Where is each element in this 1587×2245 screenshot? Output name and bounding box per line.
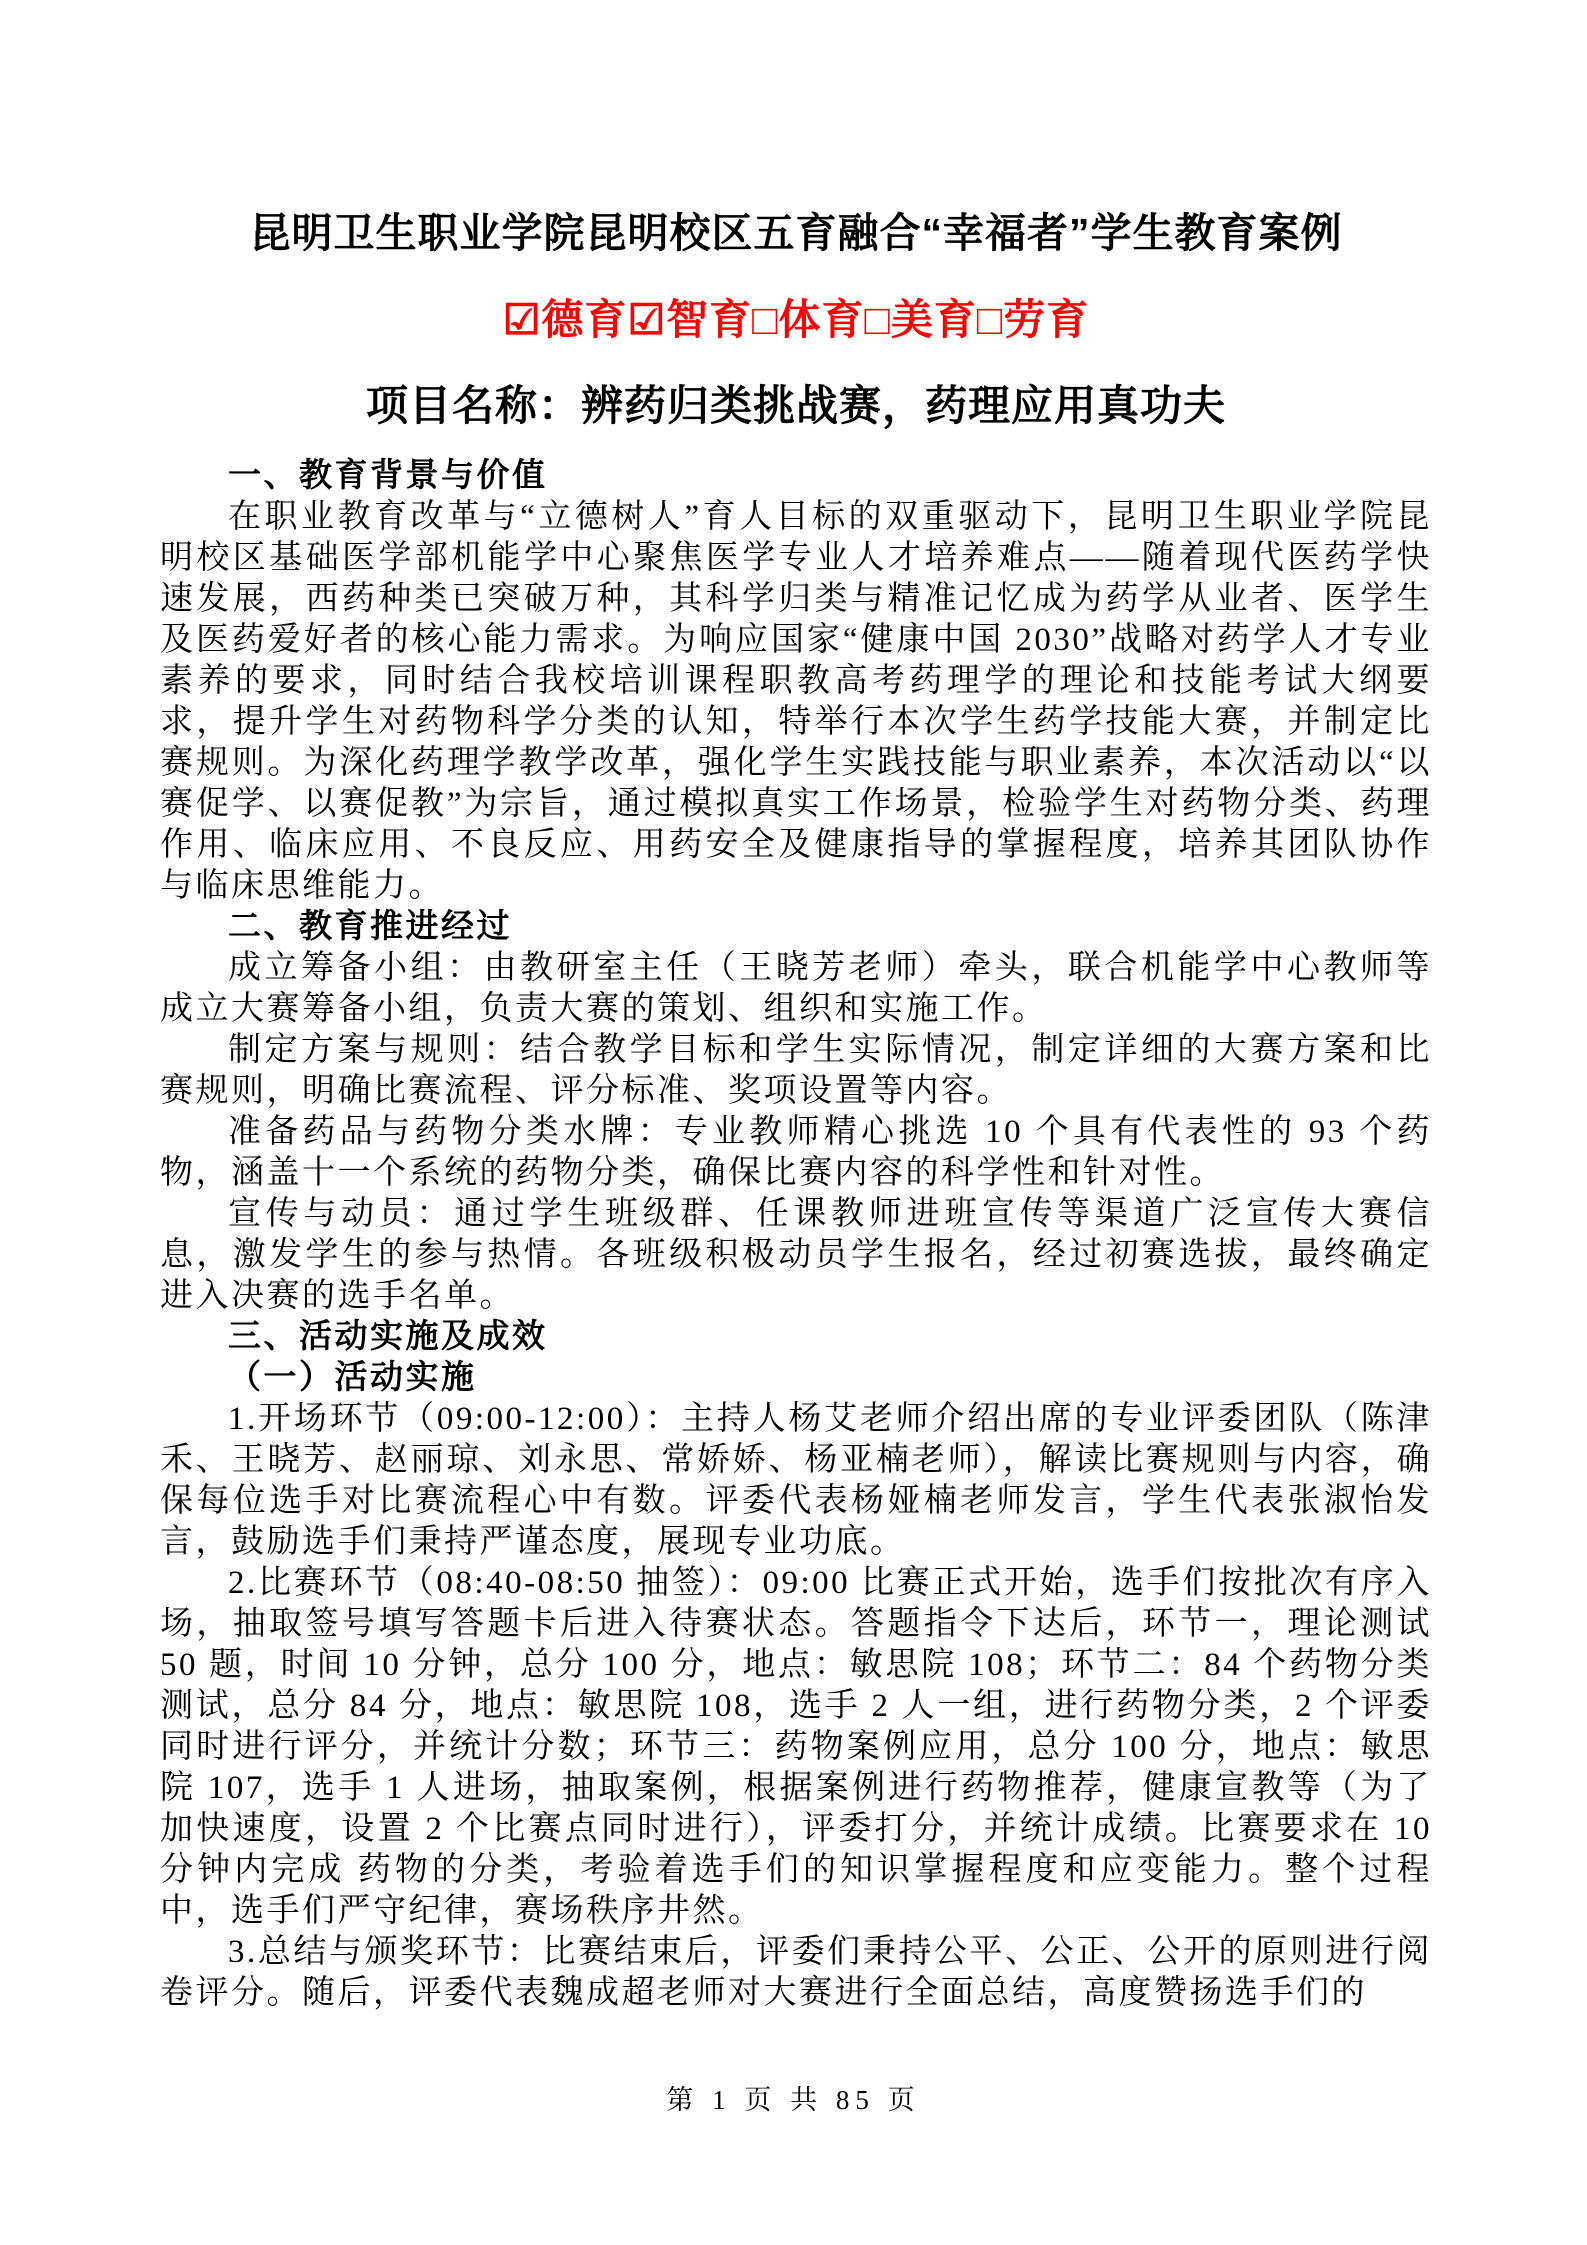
section-heading-1: 一、教育背景与价值 xyxy=(228,458,548,494)
project-title: 项目名称：辨药归类挑战赛，药理应用真功夫 xyxy=(365,382,1226,429)
paragraph-text: 在职业教育改革与“立德树人”育人目标的双重驱动下，昆明卫生职业学院昆明校区基础医学部机能学中心聚焦医学专业人才培养难点——随着现代医药学快速发展，西药种类已突破万种，其科学归类与精准记忆成为药学从业者、医学生及医药爱好者的核心能力需求。为响应国家“健康中国 2030”战略对药学人才专业素养的要求，同时结合我校培训课程职教高考药理学的理论和技能考试大纲要求，提升学生对药物科学分类的认知，特举行本次学生药学技能大赛，并制定比赛规则。为深化药理学教学改革，强化学生实践技能与职业素养，本次活动以“以赛促学、以赛促教”为宗旨，通过模拟真实工作场景，检验学生对药物分类、药理作用、临床应用、不良反应、用药安全及健康指导的掌握程度，培养其团队协作与临床思维能力。 xyxy=(160,499,1432,904)
page-number-footer: 第 1 页 共 85 页 xyxy=(666,2085,921,2115)
paragraph-lead: 2.比赛环节（08:40-08:50 抽签）： xyxy=(228,1565,763,1601)
paragraph-lead: 成立筹备小组： xyxy=(228,950,484,986)
paragraph-text: 由教研室主任（王晓芳老师）牵头，联合机能学中心教师等成立大赛筹备小组，负责大赛的策划、组织和实施工作。 xyxy=(160,950,1432,1027)
checkbox-moral-education: ☑德育 xyxy=(502,296,628,343)
paragraph-lead: 宣传与动员： xyxy=(228,1196,455,1232)
document-body xyxy=(160,456,1432,2014)
paragraph-text: 通过学生班级群、任课教师进班宣传等渠道广泛宣传大赛信息，激发学生的参与热情。各班级积极动员学生报名，经过初赛选拔，最终确定进入决赛的选手名单。 xyxy=(160,1196,1433,1314)
paragraph-prep-team xyxy=(160,948,1432,1030)
paragraph-lead: 1.开场环节（09:00-12:00）： xyxy=(228,1401,682,1437)
paragraph-lead: 3.总结与颁奖环节： xyxy=(228,1934,543,1970)
paragraph-text: 比赛结束后，评委们秉持公平、公正、公开的原则进行阅卷评分。随后，评委代表魏成超老师对大赛进行全面总结，高度赞扬选手们的 xyxy=(160,1934,1433,2011)
paragraph-promotion xyxy=(160,1194,1432,1317)
document-title: 昆明卫生职业学院昆明校区五育融合“幸福者”学生教育案例 xyxy=(249,210,1343,256)
paragraph-text: 结合教学目标和学生实际情况，制定详细的大赛方案和比赛规则，明确比赛流程、评分标准、奖项设置等内容。 xyxy=(160,1032,1432,1109)
paragraph-summary-awards xyxy=(160,1932,1432,2014)
paragraph-plan-rules xyxy=(160,1030,1432,1112)
paragraph-text: 主持人杨艾老师介绍出席的专业评委团队（陈津禾、王晓芳、赵丽琼、刘永思、常娇娇、杨亚楠老师），解读比赛规则与内容，确保每位选手对比赛流程心中有数。评委代表杨娅楠老师发言，学生代表张淑怡发言，鼓励选手们秉持严谨态度，展现专业功底。 xyxy=(160,1401,1433,1560)
paragraph-lead: 制定方案与规则： xyxy=(228,1032,521,1068)
paragraph-background xyxy=(160,497,1432,907)
paragraph-text: 专业教师精心挑选 10 个具有代表性的 93 个药物，涵盖十一个系统的药物分类，确保比赛内容的科学性和针对性。 xyxy=(160,1114,1432,1191)
section-heading-3: 三、活动实施及成效 xyxy=(228,1319,548,1355)
paragraph-opening-stage xyxy=(160,1399,1432,1563)
checkbox-labor-education: □劳育 xyxy=(976,296,1090,343)
subsection-heading-1: （一）活动实施 xyxy=(228,1360,477,1396)
checkbox-intellectual-education: ☑智育 xyxy=(627,296,753,343)
checkbox-aesthetic-education: □美育 xyxy=(864,296,977,343)
paragraph-text: 09:00 比赛正式开始，选手们按批次有序入场，抽取签号填写答题卡后进入待赛状态。答题指令下达后，环节一，理论测试 50 题，时间 10 分钟，总分 100 分，地点：敏思院 108；环节二：84 个药物分类测试，总分 84 分，地点：敏思院 108，选手 2 人一组，进行药物分类，2 个评委同时进行评分，并统计分数；环节三：药物案例应用，总分 100 分，地点：敏思院 107，选手 1 人进场，抽取案例，根据案例进行药物推荐，健康宣教等（为了加快速度，设置 2 个比赛点同时进行），评委打分，并统计成绩。比赛要求在 10 分钟内完成 药物的分类，考验着选手们的知识掌握程度和应变能力。整个过程中，选手们严守纪律，赛场秩序井然。 xyxy=(160,1565,1432,1929)
section-heading-2: 二、教育推进经过 xyxy=(228,909,512,945)
paragraph-lead: 准备药品与药物分类水牌： xyxy=(228,1114,675,1150)
checkbox-physical-education: □体育 xyxy=(752,296,865,343)
five-education-checkbox-line xyxy=(160,296,1432,344)
paragraph-competition-stage xyxy=(160,1563,1432,1932)
paragraph-drug-preparation xyxy=(160,1112,1432,1194)
document-content xyxy=(160,208,1432,2014)
